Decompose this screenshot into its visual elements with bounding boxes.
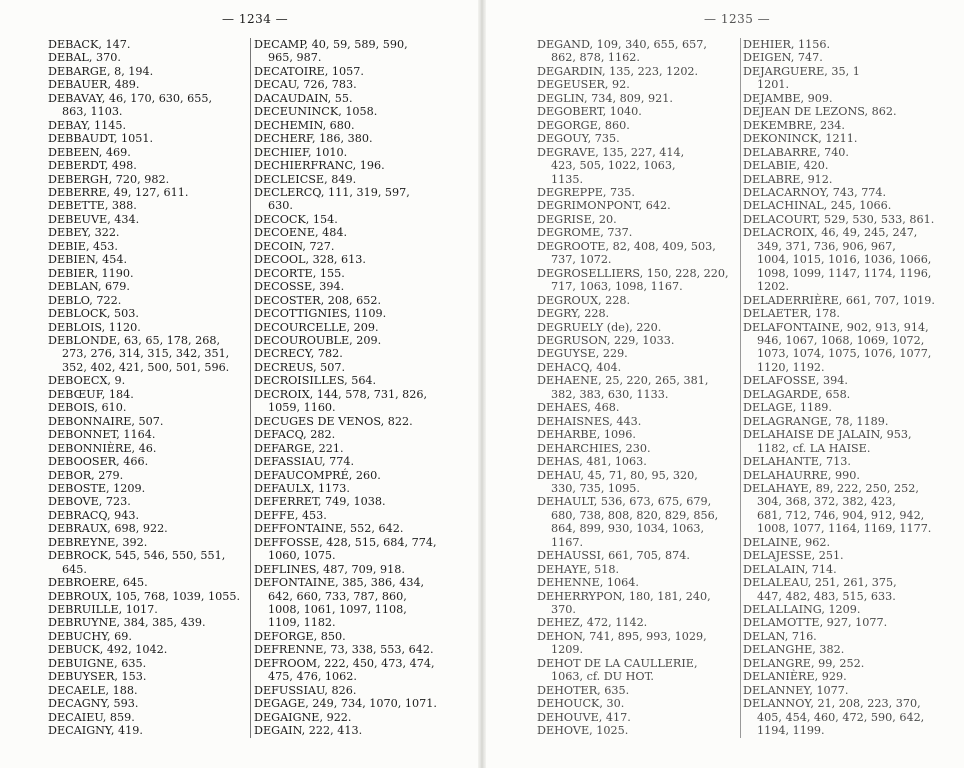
index-entry: DEGRUSON, 229, 1033. — [537, 333, 675, 347]
index-entry: DEBOSTE, 1209. — [48, 481, 146, 495]
index-entry: DEBONNAIRE, 507. — [48, 414, 164, 428]
index-entry: 863, 1103. — [62, 105, 123, 119]
index-entry: 1004, 1015, 1016, 1036, 1066, — [757, 253, 932, 267]
index-entry: DEHIER, 1156. — [743, 38, 831, 51]
index-entry: DEGROOTE, 82, 408, 409, 503, — [537, 239, 716, 253]
index-entry: DEHAENE, 25, 220, 265, 381, — [537, 374, 709, 388]
index-entry: DEBERRE, 49, 127, 611. — [48, 185, 189, 199]
index-entry: DEBERGH, 720, 982. — [48, 172, 170, 186]
index-entry: DEBOECX, 9. — [48, 374, 126, 388]
index-entry: DELAJESSE, 251. — [743, 549, 844, 563]
index-entry: DEKEMBRE, 234. — [743, 118, 845, 132]
index-entry: DEHOVE, 1025. — [537, 724, 629, 738]
index-entry: DEBOIS, 610. — [48, 401, 127, 415]
index-entry: DEBAL, 370. — [48, 51, 121, 65]
index-entry: 370. — [551, 603, 576, 617]
index-entry: DEGREPPE, 735. — [537, 185, 635, 199]
index-entry: DECOTTIGNIES, 1109. — [254, 307, 387, 321]
index-entry: DECOSTER, 208, 652. — [254, 293, 382, 307]
index-entry: DEGRIMONPONT, 642. — [537, 199, 671, 213]
index-entry: DELAFONTAINE, 902, 913, 914, — [743, 320, 929, 334]
index-entry: DECHERF, 186, 380. — [254, 132, 373, 146]
index-entry: DELAHAYE, 89, 222, 250, 252, — [743, 481, 919, 495]
index-entry: DEBIER, 1190. — [48, 266, 134, 280]
index-entry: 642, 660, 733, 787, 860, — [268, 589, 407, 603]
index-entry: 349, 371, 736, 906, 967, — [757, 239, 896, 253]
index-entry: 680, 738, 808, 820, 829, 856, — [551, 508, 719, 522]
index-entry: DEHEZ, 472, 1142. — [537, 616, 648, 630]
index-entry: DECLERCQ, 111, 319, 597, — [254, 185, 410, 199]
index-entry: DEGUYSE, 229. — [537, 347, 628, 361]
index-entry: 1167. — [551, 535, 584, 549]
index-entry: DECOENE, 484. — [254, 226, 348, 240]
index-entry: DEBACK, 147. — [48, 38, 131, 51]
index-entry: DELABRE, 912. — [743, 172, 833, 186]
index-entry: DEBOR, 279. — [48, 468, 124, 482]
index-entry: 864, 899, 930, 1034, 1063, — [551, 522, 705, 536]
index-entry: DEFARGE, 221. — [254, 441, 344, 455]
index-entry: DEHAULT, 536, 673, 675, 679, — [537, 495, 712, 509]
index-entry: DEFLINES, 487, 709, 918. — [254, 562, 405, 576]
index-entry: DEFORGE, 850. — [254, 629, 346, 643]
index-entry: DEBROERE, 645. — [48, 576, 148, 590]
index-entry: DELABIE, 420. — [743, 159, 829, 173]
index-entry: DEBLOCK, 503. — [48, 307, 139, 321]
index-entry: DECOIN, 727. — [254, 239, 335, 253]
page-number: — 1234 — — [222, 12, 289, 26]
index-entry: DEBEY, 322. — [48, 226, 120, 240]
index-entry: 1063, cf. DU HOT. — [551, 670, 654, 684]
index-entry: DEHARCHIES, 230. — [537, 441, 651, 455]
index-entry: DEHARBE, 1096. — [537, 428, 636, 442]
index-entry: DECROIX, 144, 578, 731, 826, — [254, 387, 428, 401]
index-entry: DELAHAURRE, 990. — [743, 468, 860, 482]
index-entry: DEHAES, 468. — [537, 401, 620, 415]
index-entry: DECAIEU, 859. — [48, 710, 135, 724]
index-entry: DECUGES DE VENOS, 822. — [254, 414, 413, 428]
index-entry: DEBERDT, 498. — [48, 159, 137, 173]
index-entry: DEBUYSER, 153. — [48, 670, 147, 684]
index-entry: DECLEICSE, 849. — [254, 172, 357, 186]
index-entry: DEHOT DE LA CAULLERIE, — [537, 656, 698, 670]
index-entry: DEBROUX, 105, 768, 1039, 1055. — [48, 589, 241, 603]
index-entry: DELAHAISE DE JALAIN, 953, — [743, 428, 912, 442]
index-entry: 1098, 1099, 1147, 1174, 1196, — [757, 266, 932, 280]
index-entry: DEBOOSER, 466. — [48, 455, 149, 469]
index-entry: DEHAYE, 518. — [537, 562, 620, 576]
index-entry: 304, 368, 372, 382, 423, — [757, 495, 896, 509]
index-entry: DEJEAN DE LEZONS, 862. — [743, 105, 897, 119]
index-entry: DEBRUYNE, 384, 385, 439. — [48, 616, 206, 630]
index-entry: DEHAUSSI, 661, 705, 874. — [537, 549, 690, 563]
index-entry: 1202. — [757, 280, 790, 294]
index-entry: 965, 987. — [268, 51, 322, 65]
index-entry: DEGROUX, 228. — [537, 293, 631, 307]
index-entry: DELAETER, 178. — [743, 307, 840, 321]
index-entry: DEBLO, 722. — [48, 293, 122, 307]
index-entry: DEBRAUX, 698, 922. — [48, 522, 168, 536]
index-entry: DEGARDIN, 135, 223, 1202. — [537, 64, 699, 78]
index-entry: DEHOTER, 635. — [537, 683, 630, 697]
index-entry: 382, 383, 630, 1133. — [551, 387, 669, 401]
index-entry: DELANGHE, 382. — [743, 643, 845, 657]
index-entry: DECREUS, 507. — [254, 360, 346, 374]
index-entry: DEFFONTAINE, 552, 642. — [254, 522, 404, 536]
index-entry: DECAU, 726, 783. — [254, 78, 357, 92]
index-entry: DEGRY, 228. — [537, 307, 610, 321]
index-entry: DEBEUVE, 434. — [48, 212, 140, 226]
index-entry: 1209. — [551, 643, 584, 657]
left-page — [0, 0, 478, 768]
index-entry: DELAGRANGE, 78, 1189. — [743, 414, 889, 428]
index-entry: DEGAIN, 222, 413. — [254, 724, 363, 738]
index-entry: DELANNEY, 1077. — [743, 683, 849, 697]
index-entry: 645. — [62, 562, 87, 576]
index-entry: DEFAUCOMPRÉ, 260. — [254, 468, 381, 482]
index-entry: DELANIÈRE, 929. — [743, 670, 847, 684]
index-entry: 1109, 1182. — [268, 616, 336, 630]
index-entry: DEBUCHY, 69. — [48, 629, 132, 643]
index-entry: DEGLIN, 734, 809, 921. — [537, 91, 673, 105]
index-entry: DECOUROUBLE, 209. — [254, 333, 382, 347]
index-entry: 630. — [268, 199, 293, 213]
index-entry: DELALAIN, 714. — [743, 562, 837, 576]
index-entry: DEBETTE, 388. — [48, 199, 137, 213]
index-entry: DELAN, 716. — [743, 629, 817, 643]
index-entry: DECORTE, 155. — [254, 266, 345, 280]
index-entry: DECHIEF, 1010. — [254, 145, 348, 159]
index-entry: DEBRACQ, 943. — [48, 508, 140, 522]
index-entry: 737, 1072. — [551, 253, 612, 267]
index-entry: 447, 482, 483, 515, 633. — [757, 589, 896, 603]
index-entry: DACAUDAIN, 55. — [254, 91, 353, 105]
index-entry: DECROISILLES, 564. — [254, 374, 377, 388]
index-entry: DELABARRE, 740. — [743, 145, 849, 159]
index-entry: DELACHINAL, 245, 1066. — [743, 199, 892, 213]
index-entry: DEBIEN, 454. — [48, 253, 128, 267]
index-entry: DECOCK, 154. — [254, 212, 338, 226]
index-entry: DELALEAU, 251, 261, 375, — [743, 576, 897, 590]
index-entry: DELACARNOY, 743, 774. — [743, 185, 887, 199]
right-page — [486, 0, 964, 768]
index-entry: 475, 476, 1062. — [268, 670, 357, 684]
index-column — [740, 38, 963, 738]
index-entry: 1194, 1199. — [757, 724, 825, 738]
index-entry: DEFAULX, 1173. — [254, 481, 350, 495]
index-entry: DEBROCK, 545, 546, 550, 551, — [48, 549, 226, 563]
index-entry: DEBIE, 453. — [48, 239, 118, 253]
index-entry: DEGROME, 737. — [537, 226, 633, 240]
index-entry: DEFONTAINE, 385, 386, 434, — [254, 576, 425, 590]
index-entry: DECAGNY, 593. — [48, 697, 139, 711]
index-entry: DELANGRE, 99, 252. — [743, 656, 865, 670]
index-entry: DELAGE, 1189. — [743, 401, 832, 415]
index-entry: DEHERRYPON, 180, 181, 240, — [537, 589, 711, 603]
index-entry: DEHAS, 481, 1063. — [537, 455, 647, 469]
index-entry: DEFACQ, 282. — [254, 428, 336, 442]
index-entry: DELACROIX, 46, 49, 245, 247, — [743, 226, 918, 240]
index-entry: DECAMP, 40, 59, 589, 590, — [254, 38, 408, 51]
index-entry: DELAINE, 962. — [743, 535, 831, 549]
index-entry: DEFFE, 453. — [254, 508, 327, 522]
index-entry: DECOURCELLE, 209. — [254, 320, 379, 334]
index-entry: DEGORGE, 860. — [537, 118, 630, 132]
index-entry: 1120, 1192. — [757, 360, 825, 374]
index-entry: 1008, 1077, 1164, 1169, 1177. — [757, 522, 932, 536]
index-entry: DECAELE, 188. — [48, 683, 138, 697]
index-entry: DEBAUER, 489. — [48, 78, 140, 92]
index-entry: DELAFOSSE, 394. — [743, 374, 848, 388]
index-entry: DEGRUELY (de), 220. — [537, 320, 662, 334]
index-entry: DEBRUILLE, 1017. — [48, 603, 158, 617]
index-entry: DEBLOIS, 1120. — [48, 320, 141, 334]
index-entry: DEHACQ, 404. — [537, 360, 622, 374]
index-column — [48, 38, 241, 738]
index-entry: DEGROSELLIERS, 150, 228, 220, — [537, 266, 729, 280]
index-entry: DEFUSSIAU, 826. — [254, 683, 357, 697]
index-entry: 1060, 1075. — [268, 549, 336, 563]
index-entry: DEFASSIAU, 774. — [254, 455, 355, 469]
index-entry: DEBARGE, 8, 194. — [48, 64, 154, 78]
index-entry: DECHIERFRANC, 196. — [254, 159, 385, 173]
index-entry: DEBUIGNE, 635. — [48, 656, 147, 670]
index-entry: 405, 454, 460, 472, 590, 642, — [757, 710, 925, 724]
index-entry: 946, 1067, 1068, 1069, 1072, — [757, 333, 925, 347]
index-column — [250, 38, 478, 738]
index-entry: DEFRENNE, 73, 338, 553, 642. — [254, 643, 434, 657]
index-entry: DELAMOTTE, 927, 1077. — [743, 616, 888, 630]
index-entry: DEFERRET, 749, 1038. — [254, 495, 386, 509]
index-entry: 1201. — [757, 78, 790, 92]
index-entry: DECATOIRE, 1057. — [254, 64, 364, 78]
index-entry: 1182, cf. LA HAISE. — [757, 441, 871, 455]
index-entry: DEBUCK, 492, 1042. — [48, 643, 168, 657]
index-entry: 352, 402, 421, 500, 501, 596. — [62, 360, 230, 374]
index-entry: 681, 712, 746, 904, 912, 942, — [757, 508, 925, 522]
index-entry: DEHOUVE, 417. — [537, 710, 631, 724]
index-entry: DELAGARDE, 658. — [743, 387, 851, 401]
index-entry: DEJARGUERE, 35, 1 — [743, 64, 860, 78]
page-number: — 1235 — — [704, 12, 771, 26]
index-entry: DEGRAVE, 135, 227, 414, — [537, 145, 685, 159]
index-entry: DEHON, 741, 895, 993, 1029, — [537, 629, 707, 643]
index-entry: DECEUNINCK, 1058. — [254, 105, 378, 119]
index-entry: DEHAU, 45, 71, 80, 95, 320, — [537, 468, 698, 482]
index-entry: DEBLAN, 679. — [48, 280, 130, 294]
index-entry: DELADERRIÈRE, 661, 707, 1019. — [743, 293, 935, 307]
index-entry: 1073, 1074, 1075, 1076, 1077, — [757, 347, 932, 361]
index-entry: 1008, 1061, 1097, 1108, — [268, 603, 407, 617]
index-entry: DEBAVAY, 46, 170, 630, 655, — [48, 91, 213, 105]
index-entry: 717, 1063, 1098, 1167. — [551, 280, 683, 294]
index-column — [537, 38, 732, 738]
index-entry: 273, 276, 314, 315, 342, 351, — [62, 347, 230, 361]
index-entry: DEGEUSER, 92. — [537, 78, 630, 92]
index-entry: DECHEMIN, 680. — [254, 118, 355, 132]
index-entry: DEBLONDE, 63, 65, 178, 268, — [48, 333, 221, 347]
index-entry: 1059, 1160. — [268, 401, 336, 415]
index-entry: 330, 735, 1095. — [551, 481, 640, 495]
index-entry: DEGOBERT, 1040. — [537, 105, 642, 119]
index-entry: DEKONINCK, 1211. — [743, 132, 858, 146]
index-entry: DEGRISE, 20. — [537, 212, 617, 226]
index-entry: DECOSSE, 394. — [254, 280, 345, 294]
index-entry: DEBREYNE, 392. — [48, 535, 148, 549]
index-entry: DEIGEN, 747. — [743, 51, 823, 65]
index-entry: DEHAISNES, 443. — [537, 414, 642, 428]
index-entry: DEBOVE, 723. — [48, 495, 131, 509]
index-entry: DEGAND, 109, 340, 655, 657, — [537, 38, 707, 51]
index-entry: DECAIGNY, 419. — [48, 724, 143, 738]
index-entry: DEBBAUDT, 1051. — [48, 132, 154, 146]
index-entry: DELAHANTE, 713. — [743, 455, 851, 469]
index-entry: DEHOUCK, 30. — [537, 697, 625, 711]
index-entry: DEGAGE, 249, 734, 1070, 1071. — [254, 697, 437, 711]
index-entry: 862, 878, 1162. — [551, 51, 640, 65]
index-entry: DEBAY, 1145. — [48, 118, 127, 132]
index-entry: DEFFOSSE, 428, 515, 684, 774, — [254, 535, 437, 549]
index-entry: DELACOURT, 529, 530, 533, 861. — [743, 212, 935, 226]
index-entry: DEGAIGNE, 922. — [254, 710, 352, 724]
index-entry: DEHENNE, 1064. — [537, 576, 639, 590]
index-entry: DEFROOM, 222, 450, 473, 474, — [254, 656, 435, 670]
index-entry: DEBŒUF, 184. — [48, 387, 134, 401]
index-entry: DEBEEN, 469. — [48, 145, 131, 159]
index-entry: DECRECY, 782. — [254, 347, 343, 361]
index-entry: DELANNOY, 21, 208, 223, 370, — [743, 697, 921, 711]
index-entry: DELALLAING, 1209. — [743, 603, 861, 617]
book-gutter — [478, 0, 486, 768]
index-entry: DECOOL, 328, 613. — [254, 253, 366, 267]
index-entry: 1135. — [551, 172, 584, 186]
index-entry: 423, 505, 1022, 1063, — [551, 159, 676, 173]
index-entry: DEBONNET, 1164. — [48, 428, 156, 442]
index-entry: DEGOUY, 735. — [537, 132, 620, 146]
index-entry: DEJAMBE, 909. — [743, 91, 833, 105]
index-entry: DEBONNIÈRE, 46. — [48, 441, 157, 455]
